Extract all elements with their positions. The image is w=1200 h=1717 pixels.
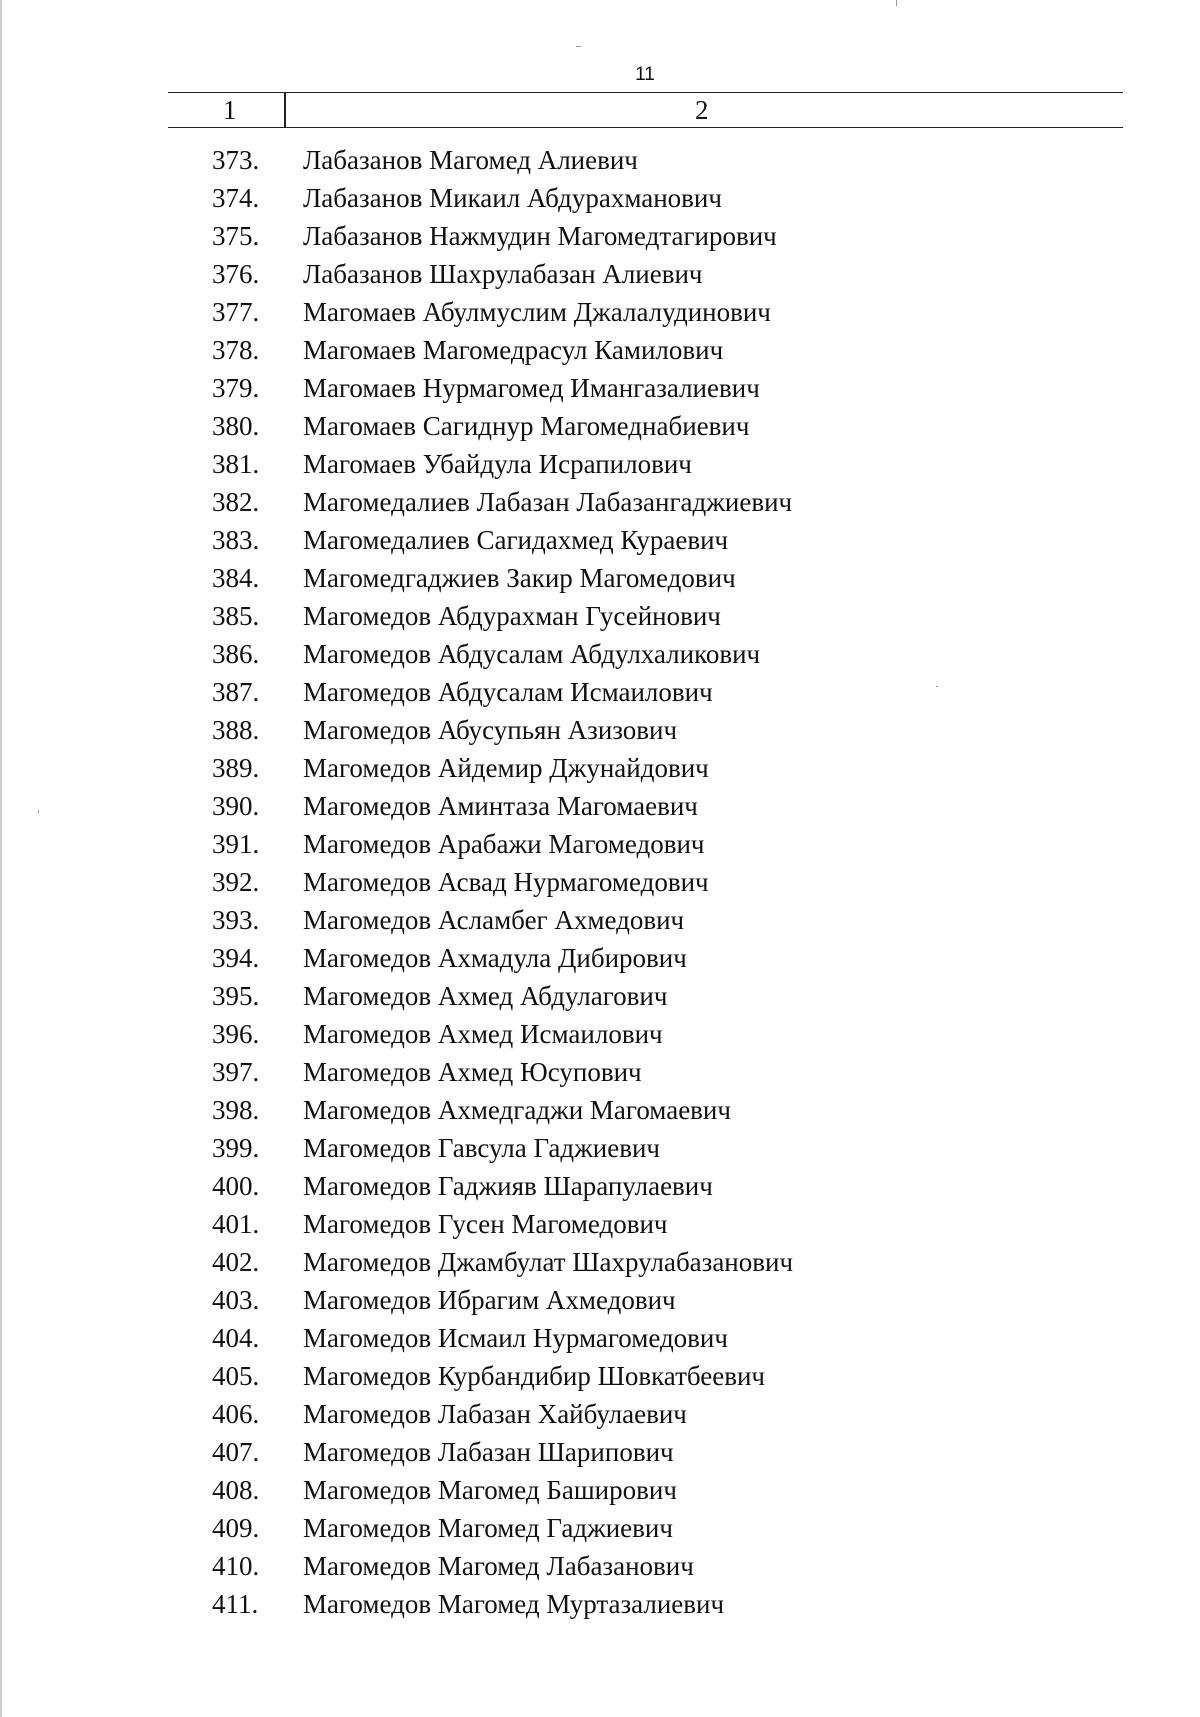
table-row bbox=[0, 825, 1200, 863]
row-full-name: Магомедов Магомед Гаджиевич bbox=[303, 1513, 673, 1543]
row-number: 381. bbox=[212, 449, 260, 479]
table-body bbox=[0, 141, 1200, 1623]
table-row bbox=[0, 901, 1200, 939]
row-full-name: Магомедов Магомед Баширович bbox=[303, 1475, 677, 1505]
row-full-name: Магомедов Асвад Нурмагомедович bbox=[303, 867, 709, 897]
row-full-name: Магомедов Гаджияв Шарапулаевич bbox=[303, 1171, 713, 1201]
row-number: 409. bbox=[212, 1513, 260, 1543]
row-full-name: Магомедов Гусен Магомедович bbox=[303, 1209, 668, 1239]
row-number: 407. bbox=[212, 1437, 260, 1467]
table-row bbox=[0, 217, 1200, 255]
row-full-name: Магомедов Лабазан Шарипович bbox=[303, 1437, 674, 1467]
row-number: 395. bbox=[212, 981, 260, 1011]
table-row bbox=[0, 1015, 1200, 1053]
row-full-name: Лабазанов Магомед Алиевич bbox=[303, 145, 638, 175]
row-full-name: Магомедов Лабазан Хайбулаевич bbox=[303, 1399, 687, 1429]
row-number: 402. bbox=[212, 1247, 260, 1277]
table-row bbox=[0, 1585, 1200, 1623]
table-row bbox=[0, 635, 1200, 673]
row-full-name: Магомедов Арабажи Магомедович bbox=[303, 829, 705, 859]
table-row bbox=[0, 1167, 1200, 1205]
table-row bbox=[0, 445, 1200, 483]
row-full-name: Магомедов Ахмадула Дибирович bbox=[303, 943, 687, 973]
table-row bbox=[0, 673, 1200, 711]
row-number: 373. bbox=[212, 145, 260, 175]
table-row bbox=[0, 369, 1200, 407]
row-full-name: Магомедов Магомед Муртазалиевич bbox=[303, 1589, 725, 1619]
row-full-name: Магомедов Ахмедгаджи Магомаевич bbox=[303, 1095, 731, 1125]
row-full-name: Магомедов Джамбулат Шахрулабазанович bbox=[303, 1247, 794, 1277]
row-number: 398. bbox=[212, 1095, 260, 1125]
table-row bbox=[0, 179, 1200, 217]
table-row bbox=[0, 1471, 1200, 1509]
table-row bbox=[0, 1205, 1200, 1243]
row-full-name: Магомедалиев Сагидахмед Кураевич bbox=[303, 525, 729, 555]
row-number: 403. bbox=[212, 1285, 260, 1315]
table-row bbox=[0, 1547, 1200, 1585]
row-number: 390. bbox=[212, 791, 260, 821]
row-full-name: Магомедов Асламбег Ахмедович bbox=[303, 905, 685, 935]
table-row bbox=[0, 711, 1200, 749]
table-row bbox=[0, 749, 1200, 787]
row-number: 405. bbox=[212, 1361, 260, 1391]
row-full-name: Лабазанов Микаил Абдурахманович bbox=[303, 183, 722, 213]
row-number: 399. bbox=[212, 1133, 260, 1163]
row-number: 408. bbox=[212, 1475, 260, 1505]
row-number: 406. bbox=[212, 1399, 260, 1429]
table-header bbox=[168, 92, 1123, 128]
row-number: 401. bbox=[212, 1209, 260, 1239]
row-number: 380. bbox=[212, 411, 260, 441]
column-header-name: 2 bbox=[695, 95, 709, 125]
row-number: 383. bbox=[212, 525, 260, 555]
row-full-name: Магомаев Магомедрасул Камилович bbox=[303, 335, 724, 365]
row-full-name: Магомедов Аминтаза Магомаевич bbox=[303, 791, 698, 821]
row-full-name: Магомедалиев Лабазан Лабазангаджиевич bbox=[303, 487, 793, 517]
row-full-name: Магомедов Ахмед Юсупович bbox=[303, 1057, 642, 1087]
row-full-name: Магомедов Ибрагим Ахмедович bbox=[303, 1285, 676, 1315]
row-number: 400. bbox=[212, 1171, 260, 1201]
table-row bbox=[0, 787, 1200, 825]
row-number: 394. bbox=[212, 943, 260, 973]
row-full-name: Магомедов Абдусалам Абдулхаликович bbox=[303, 639, 761, 669]
table-row bbox=[0, 1357, 1200, 1395]
table-row bbox=[0, 141, 1200, 179]
row-number: 389. bbox=[212, 753, 260, 783]
table-row bbox=[0, 521, 1200, 559]
page-number: 11 bbox=[635, 64, 655, 85]
table-row bbox=[0, 939, 1200, 977]
row-number: 411. bbox=[212, 1589, 259, 1619]
row-number: 385. bbox=[212, 601, 260, 631]
table-row bbox=[0, 1281, 1200, 1319]
row-number: 410. bbox=[212, 1551, 260, 1581]
row-number: 376. bbox=[212, 259, 260, 289]
table-row bbox=[0, 1509, 1200, 1547]
row-number: 384. bbox=[212, 563, 260, 593]
row-full-name: Магомедов Абдусалам Исмаилович bbox=[303, 677, 713, 707]
table-row bbox=[0, 1091, 1200, 1129]
row-full-name: Магомаев Нурмагомед Имангазалиевич bbox=[303, 373, 760, 403]
table-row bbox=[0, 1129, 1200, 1167]
table-row bbox=[0, 1433, 1200, 1471]
row-number: 374. bbox=[212, 183, 260, 213]
row-full-name: Магомедов Абдурахман Гусейнович bbox=[303, 601, 721, 631]
row-number: 392. bbox=[212, 867, 260, 897]
table-row bbox=[0, 483, 1200, 521]
table-row bbox=[0, 1053, 1200, 1091]
row-number: 378. bbox=[212, 335, 260, 365]
row-number: 388. bbox=[212, 715, 260, 745]
table-row bbox=[0, 977, 1200, 1015]
row-full-name: Магомедов Ахмед Абдулагович bbox=[303, 981, 668, 1011]
row-full-name: Магомедов Ахмед Исмаилович bbox=[303, 1019, 663, 1049]
table-row bbox=[0, 597, 1200, 635]
row-number: 396. bbox=[212, 1019, 260, 1049]
row-number: 393. bbox=[212, 905, 260, 935]
row-full-name: Магомедгаджиев Закир Магомедович bbox=[303, 563, 736, 593]
row-number: 397. bbox=[212, 1057, 260, 1087]
column-divider bbox=[284, 93, 286, 127]
row-full-name: Магомедов Абусупьян Азизович bbox=[303, 715, 678, 745]
row-full-name: Магомаев Сагиднур Магомеднабиевич bbox=[303, 411, 750, 441]
table-row bbox=[0, 255, 1200, 293]
table-row bbox=[0, 293, 1200, 331]
row-full-name: Магомаев Убайдула Исрапилович bbox=[303, 449, 692, 479]
scan-speck bbox=[896, 0, 897, 6]
row-full-name: Магомедов Гавсула Гаджиевич bbox=[303, 1133, 661, 1163]
column-header-number: 1 bbox=[223, 95, 237, 125]
row-full-name: Лабазанов Нажмудин Магомедтагирович bbox=[303, 221, 777, 251]
table-row bbox=[0, 559, 1200, 597]
table-row bbox=[0, 331, 1200, 369]
row-number: 375. bbox=[212, 221, 260, 251]
table-row bbox=[0, 1243, 1200, 1281]
row-full-name: Магомаев Абулмуслим Джалалудинович bbox=[303, 297, 771, 327]
row-full-name: Магомедов Исмаил Нурмагомедович bbox=[303, 1323, 728, 1353]
table-row bbox=[0, 863, 1200, 901]
table-row bbox=[0, 407, 1200, 445]
row-full-name: Магомедов Курбандибир Шовкатбеевич bbox=[303, 1361, 766, 1391]
scan-speck bbox=[576, 46, 581, 47]
row-number: 386. bbox=[212, 639, 260, 669]
row-number: 379. bbox=[212, 373, 260, 403]
row-number: 391. bbox=[212, 829, 260, 859]
scan-speck bbox=[38, 810, 39, 813]
row-full-name: Магомедов Магомед Лабазанович bbox=[303, 1551, 694, 1581]
row-number: 382. bbox=[212, 487, 260, 517]
table-row bbox=[0, 1395, 1200, 1433]
row-number: 387. bbox=[212, 677, 260, 707]
scan-speck bbox=[936, 686, 938, 687]
row-number: 377. bbox=[212, 297, 260, 327]
row-number: 404. bbox=[212, 1323, 260, 1353]
row-full-name: Магомедов Айдемир Джунайдович bbox=[303, 753, 709, 783]
row-full-name: Лабазанов Шахрулабазан Алиевич bbox=[303, 259, 703, 289]
table-row bbox=[0, 1319, 1200, 1357]
